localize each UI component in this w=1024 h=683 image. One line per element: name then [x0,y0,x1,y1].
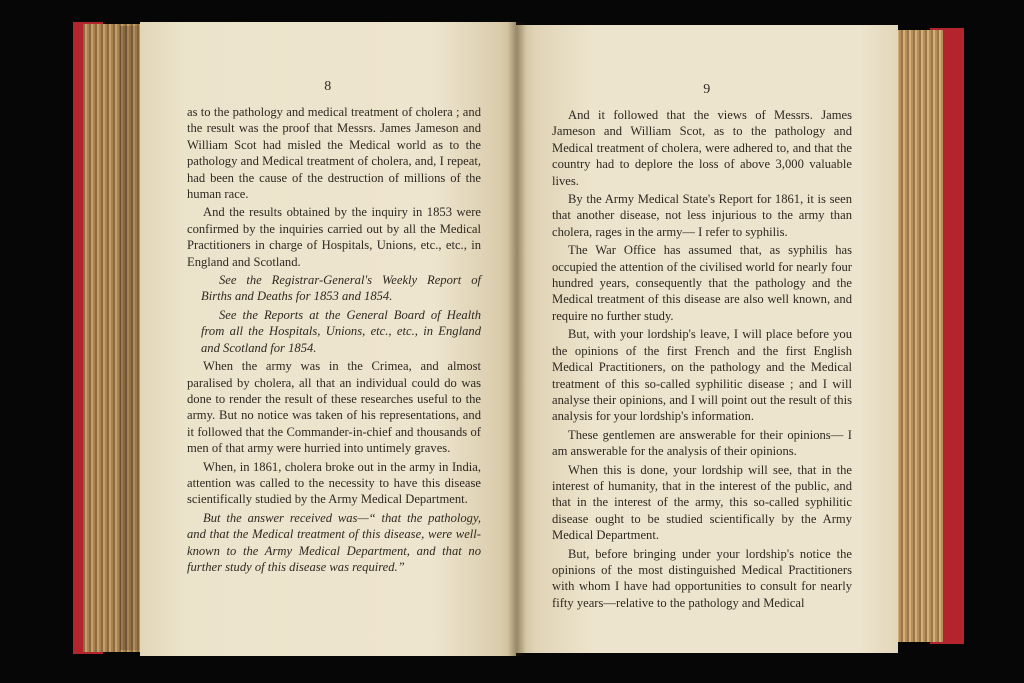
paragraph: And it followed that the views of Messrs. James Jameson and William Scot, as to the pathology and Medical treatment of cholera, were adhered to, and that the country had to deplore the loss of above 3,000 valuable lives. [552,108,852,188]
paragraph: The War Office has assumed that, as syphilis has occupied the attention of the civilised world for nearly four hundred years, consequently that the pathology and the Medical treatment of this disease are also well known, and require no further study. [552,243,852,323]
left-page [140,22,516,656]
paragraph: By the Army Medical State's Report for 1861, it is seen that another disease, not less injurious to the army than cholera, rages in the army— I refer to syphilis. [552,192,852,239]
paragraph: When, in 1861, cholera broke out in the army in India, attention was called to the necessity to have this disease scientifically studied by the Army Medical Department. [187,459,481,507]
paragraph: But, before bringing under your lordship's notice the opinions of the most distinguished Medical Practitioners with whom I have had opportunities to consult for nearly fifty years—relative to the pathology and Medical [552,546,852,610]
right-page-text [552,107,852,613]
page-number-right: 9 [703,82,711,97]
left-page-text [187,104,481,577]
paragraph: And the results obtained by the inquiry in 1853 were confirmed by the inquiries carried out by all the Medical Practitioners in charge of Hospitals, Unions, etc., etc., in England and Scotland. [187,205,481,269]
paragraph: These gentlemen are answerable for their opinions— I am answerable for the analysis of their opinions. [552,427,852,459]
book-gutter [508,22,526,656]
page-edges-right [895,30,943,642]
quotation: But the answer received was—“ that the pathology, and that the Medical treatment of this disease, were well-known to the Army Medical Department, and that no further study of this disease was required.” [187,510,481,574]
page-number-left: 8 [324,79,332,94]
citation: See the Registrar-General's Weekly Report of Births and Deaths for 1853 and 1854. [201,273,481,304]
paragraph: When this is done, your lordship will see, that in the interest of humanity, that in the interest of the public, and that in the interest of the army, this so-called syphilitic disease ought to be studied scientifically by the Army Medical Department. [552,462,852,543]
citation: See the Reports at the General Board of Health from all the Hospitals, Unions, etc., etc., in England and Scotland for 1854. [201,307,481,355]
paragraph: When the army was in the Crimea, and almost paralised by cholera, all that an individual could do was done to render the result of these researches useful to the army. But no notice was taken of his representations, and it followed that the Commander-in-chief and thousands of men of that army were hurried into untimely graves. [187,359,481,456]
right-page [516,25,898,653]
paragraph: as to the pathology and medical treatment of cholera ; and the result was the proof that Messrs. James Jameson and William Scot had misled the Medical world as to the pathology and Medical treatment of cholera, and, I repeat, had been the cause of the destruction of millions of the human race. [187,105,481,202]
paragraph: But, with your lordship's leave, I will place before you the opinions of the first French and the first English Medical Practitioners, on the pathology and the Medical treatment of this so-called syphilitic disease ; and I will analyse their opinions, and I will point out the result of this analysis for your lordship's information. [552,327,852,424]
